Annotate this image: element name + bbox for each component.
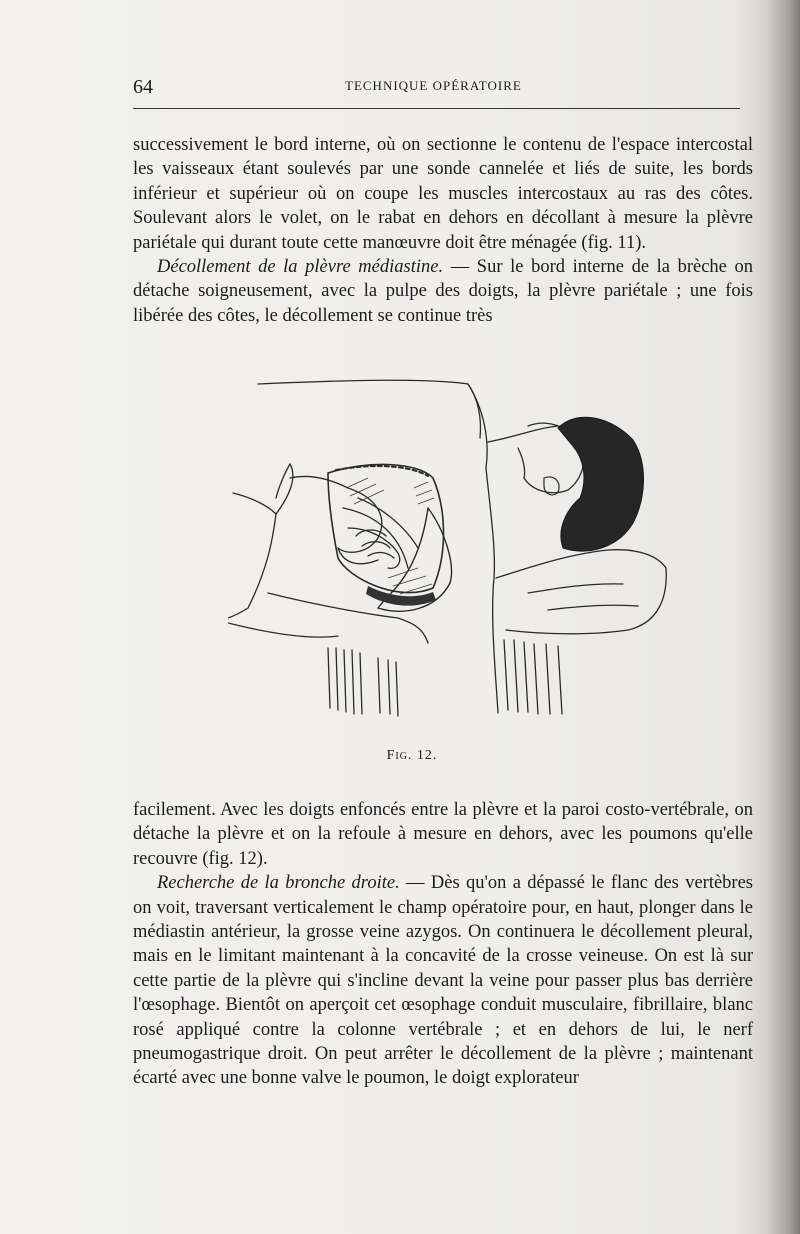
paragraph: facilement. Avec les doigts enfoncés entre la plèvre et la paroi costo-vertébrale, on détache la plèvre et on la refoule à mesure en dehors, avec les poumons qu'elle recouvre (fig. 12). (133, 800, 753, 869)
page-number: 64 (133, 76, 153, 98)
section-heading: Décollement de la plèvre médiastine. (157, 257, 444, 278)
paragraph: successivement le bord interne, où on sectionne le contenu de l'espace intercostal les vaisseaux étant soulevés par une sonde cannelée et liés de suite, les bords inférieur et supérieur où on coupe les muscles intercostaux au ras des côtes. Soulevant alors le volet, on le rabat en dehors en décollant à mesure la plèvre pariétale qui durant toute cette manœuvre doit être ménagée (fig. 11). (133, 135, 753, 253)
spine-shadow (766, 0, 800, 1234)
section-heading: Recherche de la bronche droite. (157, 873, 400, 894)
paragraph-decollement (133, 255, 753, 328)
figure-illustration (228, 378, 668, 723)
section-body: — Sur le bord interne de la brèche on détache soigneusement, avec la pulpe des doigts, la plèvre pariétale ; une fois libérée des côtes, le décollement se continue très (133, 257, 753, 326)
paragraph-recherche (133, 871, 753, 1091)
surgical-illustration (228, 378, 668, 723)
caption-text: Fig. 12. (386, 748, 438, 763)
figure-caption (0, 748, 800, 764)
section-body: — Dès qu'on a dépassé le flanc des vertèbres on voit, traversant verticalement le champ opératoire pour, en haut, plonger dans le médiastin antérieur, la grosse veine azygos. On continuera le décollement pleural, mais en le limitant maintenant à la concavité de la crosse veineuse. On est là sur cette partie de la plèvre qui s'incline devant la veine pour passer plus bas derrière l'œsophage. Bientôt on aperçoit cet œsophage conduit musculaire, fibrillaire, blanc rosé appliqué contre la colonne vertébrale ; et en dehors de lui, le nerf pneumogastrique droit. On peut arrêter le décollement de la plèvre ; maintenant écarté avec une bonne valve le poumon, le doigt explorateur (133, 873, 753, 1089)
page-header (133, 74, 740, 104)
text-block-bottom (133, 798, 753, 1091)
running-title: TECHNIQUE OPÉRATOIRE (345, 78, 522, 93)
text-block-top (133, 133, 753, 328)
header-rule (133, 108, 740, 109)
